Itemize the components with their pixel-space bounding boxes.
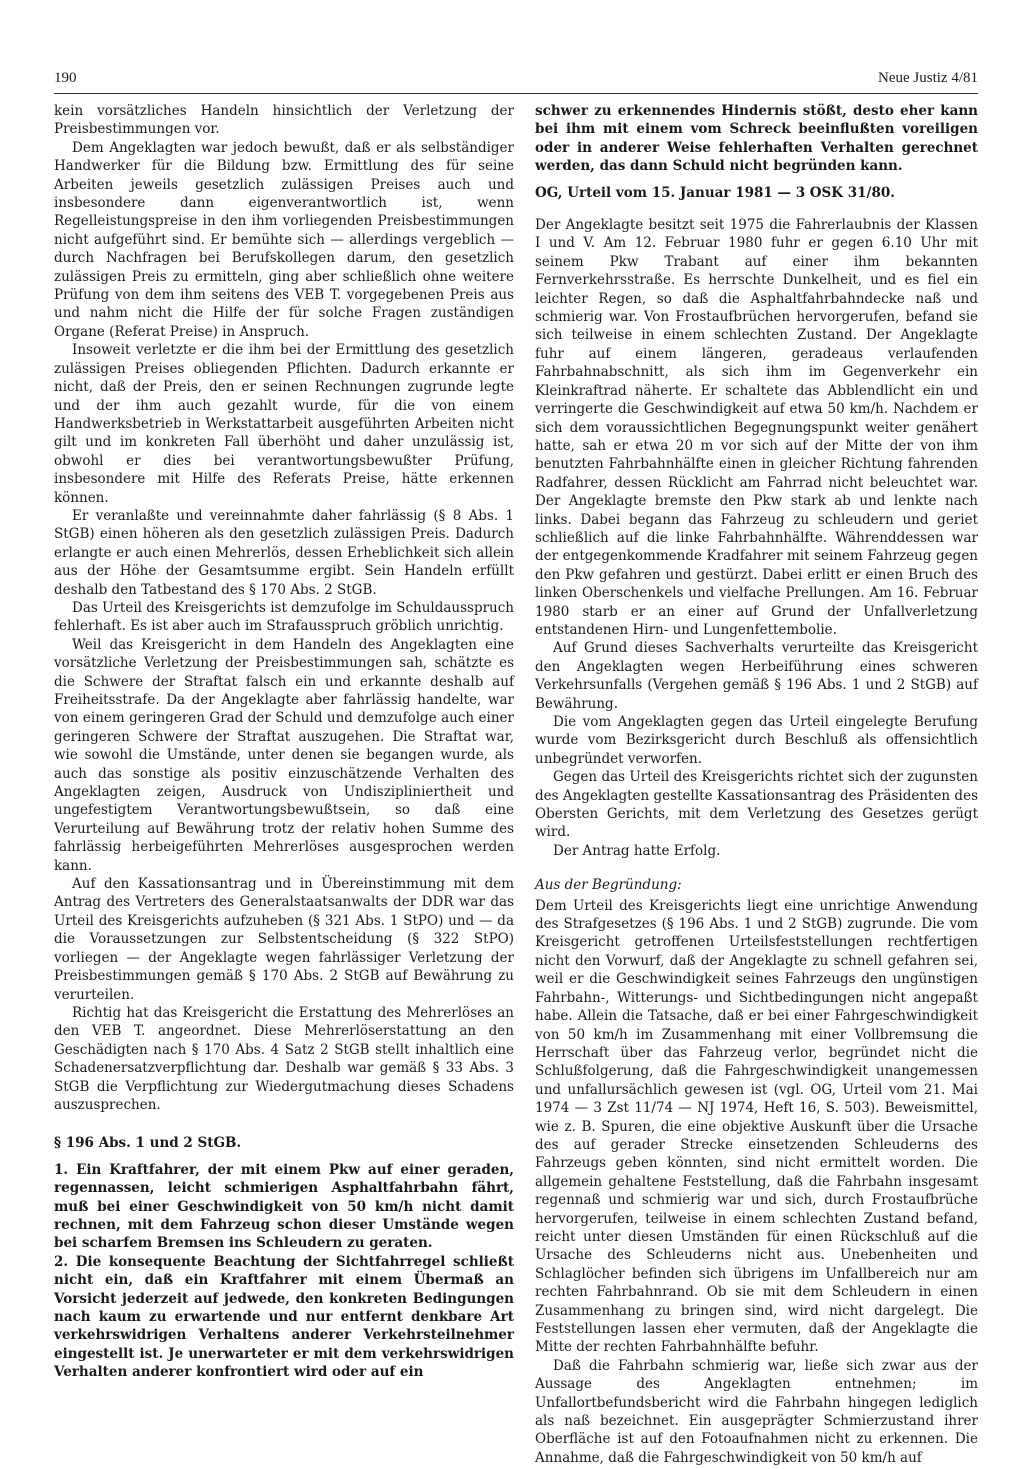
paragraph: Richtig hat das Kreisgericht die Erstattung des Mehrerlöses an den VEB T. angeordnet. Diese Mehrerlöserstattung an den Geschädigten nach § 170 Abs. 4 Satz 2 StGB stellt inhaltlich eine Schadenersatzverpflichtung dar. Deshalb war gemäß § 33 Abs. 3 StGB die Verpflichtung zur Wiedergutmachung dieses Schadens auszusprechen.	[54, 1004, 514, 1113]
page-number: 190	[54, 70, 77, 86]
left-column	[54, 102, 514, 1382]
paragraph: Der Antrag hatte Erfolg.	[553, 842, 721, 859]
headnote-paragraph: 2. Die konsequente Beachtung der Sichtfahrregel schließt nicht ein, daß ein Kraftfahrer mit einem Übermaß an Vorsicht jederzeit auf jedwede, den konkreten Bedingungen nach kaum zu erwartende und nur entfernt denkbare Art verkehrswidrigen Verhaltens anderer Verkehrsteilnehmer eingestellt ist. Je unerwarteter er mit dem verkehrswidrigen Verhalten anderer konfrontiert wird oder auf ein	[54, 1253, 514, 1381]
paragraph: Insoweit verletzte er die ihm bei der Ermittlung des gesetzlich zulässigen Preises obliegenden Pflichten. Dadurch erkannte er nicht, daß der Preis, den er seinen Rechnungen zugrunde legte und der ihm auch gezahlt wurde, für die von einem Handwerksbetrieb in Werkstattarbeit ausgeführten Arbeiten nicht gilt und im konkreten Fall überhöht und daher unzulässig ist, obwohl er dies bei verantwortungsbewußter Prüfung, insbesondere mit Hilfe des Referats Preise, hätte erkennen können.	[54, 342, 514, 506]
paragraph: Er veranlaßte und vereinnahmte daher fahrlässig (§ 8 Abs. 1 StGB) einen höheren als den gesetzlich zulässigen Preis. Dadurch erlangte er auch einen Mehrerlös, dessen Erheblichkeit sich allein aus der Höhe der Gesamtsumme ergibt. Sein Handeln erfüllt deshalb den Tatbestand des § 170 Abs. 2 StGB.	[54, 507, 514, 598]
paragraph: Auf Grund dieses Sachverhalts verurteilte das Kreisgericht den Angeklagten wegen Herbeiführung eines schweren Verkehrsunfalls (Vergehen gemäß § 196 Abs. 1 und 2 StGB) auf Bewährung.	[535, 640, 978, 712]
paragraph: kein vorsätzliches Handeln hinsichtlich der Verletzung der Preisbestimmungen vor.	[54, 103, 514, 138]
paragraph: Auf den Kassationsantrag und in Übereinstimmung mit dem Antrag des Vertreters des Generalstaatsanwalts der DDR war das Urteil des Kreisgerichts aufzuheben (§ 321 Abs. 1 StPO) und — da die Voraussetzungen zur Selbstentscheidung (§ 322 StPO) vorliegen — der Angeklagte wegen fahrlässiger Verletzung der Preisbestimmungen gemäß § 170 Abs. 2 StGB auf Bewährung zu verurteilen.	[54, 876, 514, 1003]
journal-issue: Neue Justiz 4/81	[878, 70, 978, 86]
paragraph: Weil das Kreisgericht in dem Handeln des Angeklagten eine vorsätzliche Verletzung der Preisbestimmungen sah, schätzte es die Schwere der Straftat falsch ein und erkannte deshalb auf Freiheitsstrafe. Da der Angeklagte aber fahrlässig handelte, war von einem geringeren Grad der Schuld und demzufolge auch einer geringeren Schwere der Straftat auszugehen. Die Straftat war, wie sowohl die Umstände, unter denen sie begangen wurde, als auch das sonstige als positiv einzuschätzende Verhalten des Angeklagten zeigen, Ausdruck von Undiszipliniertheit und ungefestigtem Verantwortungsbewußtsein, so daß eine Verurteilung auf Bewährung trotz der relativ hohen Summe des fahrlässig herbeigeführten Mehrerlöses ausgesprochen werden kann.	[54, 636, 514, 874]
paragraph: Daß die Fahrbahn schmierig war, ließe sich zwar aus der Aussage des Angeklagten entnehmen; im Unfallortbefundsbericht wird die Fahrbahn hingegen lediglich als naß bezeichnet. Ein ausgeprägter Schmierzustand ihrer Oberfläche ist auf den Fotoaufnahmen nicht zu erkennen. Die Annahme, daß die Fahrgeschwindigkeit von 50 km/h auf	[535, 1357, 978, 1466]
header-rule	[54, 93, 978, 94]
paragraph: Dem Angeklagten war jedoch bewußt, daß er als selbständiger Handwerker für die Bildung bzw. Ermittlung des für seine Arbeiten jeweils gesetzlich zulässigen Preises auch und insbesondere dann eigenverantwortlich ist, wenn Regelleistungspreise in den ihm vorliegenden Preisbestimmungen nicht aufgeführt sind. Er bemühte sich — allerdings vergeblich — durch Nachfragen bei Berufskollegen darum, den gesetzlich zulässigen Preis zu ermitteln, ging aber schließlich ohne weitere Prüfung von dem ihm seitens des VEB T. vorgegebenen Preis aus und nahm nicht die Hilfe der für solche Fragen zuständigen Organe (Referat Preise) in Anspruch.	[54, 139, 514, 340]
section-heading: § 196 Abs. 1 und 2 StGB.	[54, 1135, 242, 1152]
paragraph: Das Urteil des Kreisgerichts ist demzufolge im Schuldausspruch fehlerhaft. Es ist aber auch im Strafausspruch gröblich unrichtig.	[54, 599, 514, 635]
headnote-paragraph: 1. Ein Kraftfahrer, der mit einem Pkw auf einer geraden, regennassen, leicht schmierigen Asphaltfahrbahn fährt, muß bei einer Geschwindigkeit von 50 km/h nicht damit rechnen, mit dem Fahrzeug schon dieser Umstände wegen bei scharfem Bremsen ins Schleudern zu geraten.	[54, 1161, 514, 1252]
paragraph: Dem Urteil des Kreisgerichts liegt eine unrichtige Anwendung des Strafgesetzes (§ 196 Abs. 1 und 2 StGB) zugrunde. Die vom Kreisgericht getroffenen Urteilsfeststellungen rechtfertigen nicht den Vorwurf, daß der Angeklagte zu schnell gefahren sei, weil er die Geschwindigkeit seines Fahrzeugs den ungünstigen Fahrbahn-, Witterungs- und Sichtbedingungen nicht angepaßt habe. Allein die Tatsache, daß er bei einer Fahrgeschwindigkeit von 50 km/h im Zusammenhang mit einer Vollbremsung die Herrschaft über das Fahrzeug verlor, begründet nicht die Schlußfolgerung, daß die Fahrgeschwindigkeit unangemessen und unfallursächlich gewesen ist (vgl. OG, Urteil vom 21. Mai 1974 — 3 Zst 11/74 — NJ 1974, Heft 16, S. 503). Beweismittel, wie z. B. Spuren, die eine objektive Auskunft über die Ursache des auf gerader Strecke einsetzenden Schleuderns des Fahrzeugs geben könnten, sind nicht ermittelt worden. Die allgemein gehaltene Feststellung, daß die Fahrbahn insgesamt regennaß und schmierig war und sich, durch Frostaufbrüche hervorgerufen, teilweise in einem schlechten Zustand befand, reicht unter diesen Umständen für einen Rückschluß auf die Ursache des Schleuderns nicht aus. Unebenheiten und Schlaglöcher befinden sich übrigens im Unfallbereich nur am rechten Fahrbahnrand. Ob sie mit dem Schleudern in einen Zusammenhang zu bringen sind, wird nicht dargelegt. Die Feststellungen lassen eher vermuten, daß der Angeklagte die Mitte der rechten Fahrbahnhälfte befuhr.	[535, 897, 978, 1356]
headnote-paragraph: schwer zu erkennendes Hindernis stößt, desto eher kann bei ihm mit einem vom Schreck beeinflußten voreiligen oder in anderer Weise fehlerhaften Verhalten gerechnet werden, das dann Schuld nicht begründen kann.	[535, 103, 978, 175]
paragraph: Gegen das Urteil des Kreisgerichts richtet sich der zugunsten des Angeklagten gestellte Kassationsantrag des Präsidenten des Obersten Gerichts, mit dem Verletzung des Gesetzes gerügt wird.	[535, 769, 978, 841]
subheading: Aus der Begründung:	[535, 877, 682, 894]
paragraph: Die vom Angeklagten gegen das Urteil eingelegte Berufung wurde vom Bezirksgericht durch Beschluß als offensichtlich unbegründet verworfen.	[535, 714, 978, 767]
court-citation: OG, Urteil vom 15. Januar 1981 — 3 OSK 31/80.	[535, 184, 895, 201]
right-column	[535, 102, 978, 1467]
paragraph: Der Angeklagte besitzt seit 1975 die Fahrerlaubnis der Klassen I und V. Am 12. Februar 1980 fuhr er gegen 6.10 Uhr mit seinem Pkw Trabant auf einer ihm bekannten Fernverkehrsstraße. Es herrschte Dunkelheit, und es fiel ein leichter Regen, so daß die Asphaltfahrbahndecke naß und schmierig war. Von Frostaufbrüchen hervorgerufen, befand sie sich teilweise in einem schlechten Zustand. Der Angeklagte fuhr auf einem längeren, geradeaus verlaufenden Fahrbahnabschnitt, als sich ihm im Gegenverkehr ein Kleinkraftrad näherte. Er schaltete das Abblendlicht ein und verringerte die Geschwindigkeit auf etwa 50 km/h. Nachdem er sich dem voraussichtlichen Begegnungspunkt weiter genähert hatte, sah er etwa 20 m vor sich auf der Mitte der von ihm benutzten Fahrbahnhälfte einen in gleicher Richtung fahrenden Radfahrer, dessen Rücklicht am Fahrrad nicht beleuchtet war. Der Angeklagte bremste den Pkw stark ab und lenkte nach links. Dabei begann das Fahrzeug zu schleudern und geriet schließlich auf die linke Fahrbahnhälfte. Währenddessen war der entgegenkommende Kradfahrer mit seinem Fahrzeug gegen den Pkw gefahren und gestürzt. Dabei erlitt er einen Bruch des linken Oberschenkels und vielfache Prellungen. Am 16. Februar 1980 starb er an einer auf Grund der Unfallverletzung entstandenen Hirn- und Lungenfettembolie.	[535, 217, 978, 638]
page-header	[54, 70, 978, 92]
